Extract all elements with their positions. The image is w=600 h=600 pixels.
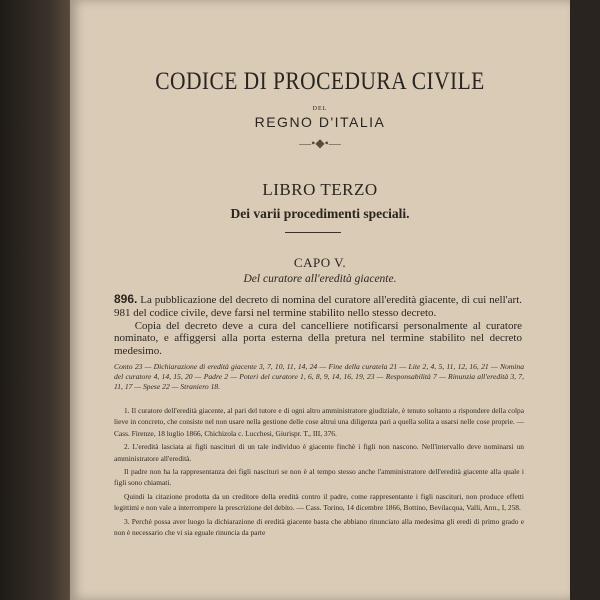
- article-body: [114, 293, 522, 358]
- section-subtitle: Dei varii procedimenti speciali.: [230, 206, 410, 221]
- section-title: LIBRO TERZO: [262, 180, 378, 199]
- article-text-1: La pubblicazione del decreto di nomina del curatore all'eredità giacente, di cui nell'art. 981 del codice civile, deve farsi nel termine stabilito nello stesso decreto.: [114, 294, 523, 319]
- footnotes: [114, 405, 524, 540]
- title-connector: DEL: [312, 106, 328, 112]
- footnote: 2. L'eredità lasciata ai figli nascituri di un tale individuo è giacente finchè i figli non nascono. Nell'intervallo deve nominarsi un amministratore all'eredità.: [114, 442, 524, 463]
- article-paragraph: [114, 293, 522, 320]
- book-spine-shadow: [0, 0, 70, 600]
- article-text-2: Copia del decreto deve a cura del cancelliere notificarsi personalmente al curatore nominato, e affiggersi alla porta esterna della pretura nel termine stabilito nel decreto medesimo.: [114, 319, 522, 358]
- article-paragraph: [114, 320, 522, 358]
- chapter-title: CAPO V.: [293, 255, 347, 270]
- footnote: Il padre non ha la rappresentanza dei figli nascituri se non è al tempo stesso anche l'amministratore dell'eredità giacente alla quale i figli sono chiamati.: [114, 467, 524, 488]
- article-number: 896.: [114, 292, 138, 306]
- ornament-divider: —•◆•—: [299, 136, 341, 150]
- index-references: Conto 23 — Dichiarazione di eredità giacente 3, 7, 10, 11, 14, 24 — Fine della curatela 21 — Lite 2, 4, 5, 11, 12, 16, 21 — Nomina del curatore 4, 14, 15, 20 — Padre 2 — Poteri del curatore 1, 6, 8, 9, 14, 16, 19, 23 — Responsabilità 7 — Rinunzia all'eredità 3, 7, 11, 17 — Spese 22 — Straniero 18.: [114, 362, 524, 392]
- book-page: [70, 0, 570, 600]
- book-title: CODICE DI PROCEDURA CIVILE: [155, 68, 485, 95]
- chapter-subtitle: Del curatore all'eredità giacente.: [243, 273, 397, 285]
- footnote: 3. Perchè possa aver luogo la dichiarazione di eredità giacente basta che abbiano rinunciato alla medesima gli eredi di primo grado e non è necessario che vi sia eguale rinuncia da parte: [114, 516, 524, 538]
- footnote: Quindi la citazione prodotta da un creditore della eredità contro il padre, come rappresentante i figli nascituri, non produce effetti legittimi e non vale a interrompere la prescrizione del debito. — Cass. Torino, 14 dicembre 1866, Bottino, Bevilacqua, Valli, Ann., I, 258.: [114, 491, 524, 513]
- book-subtitle: REGNO D'ITALIA: [254, 114, 386, 130]
- section-rule: [285, 232, 341, 233]
- footnote: 1. Il curatore dell'eredità giacente, al pari del tutore e di ogni altro amministratore giudiziale, è tenuto soltanto a rispondere della colpa lieve in concreto, che consiste nel non usare nella gestione delle cose altrui una diligenza pari a quella solita a usarsi nelle cose proprie. — Cass. Firenze, 18 luglio 1866, Chichizola c. Lucchesi, Giurispr. T., III, 376.: [114, 406, 524, 438]
